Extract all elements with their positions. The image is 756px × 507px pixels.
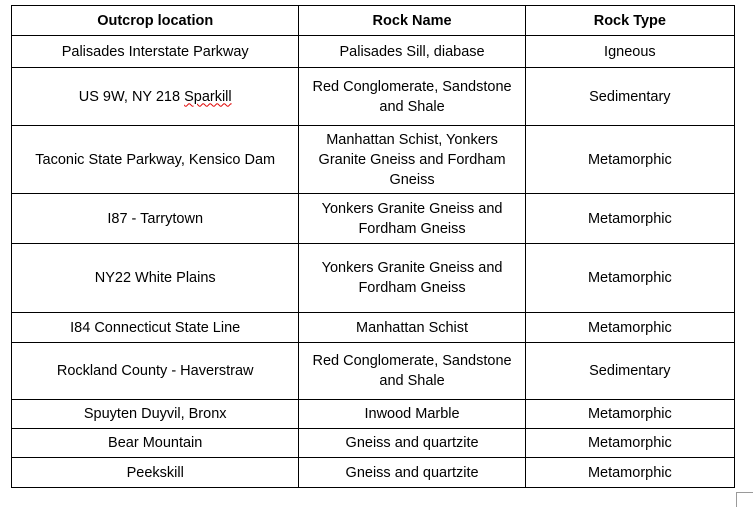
clipped-heading-fragment: [160, 0, 756, 3]
location-text: US 9W, NY 218 Sparkill: [78, 88, 232, 105]
cell-rock-type: Metamorphic: [525, 126, 734, 194]
cell-rock-type: Metamorphic: [525, 400, 734, 429]
cell-rock-name: Red Conglomerate, Sandstone and Shale: [299, 343, 525, 400]
cell-rock-type: Sedimentary: [525, 343, 734, 400]
cell-rock-type: Igneous: [525, 36, 734, 68]
table-header-row: [12, 6, 735, 36]
cell-rock-name: Inwood Marble: [299, 400, 525, 429]
cell-rock-type: Sedimentary: [525, 68, 734, 126]
cell-location: NY22 White Plains: [12, 244, 299, 313]
spellcheck-flagged-word: Sparkill: [184, 88, 232, 105]
table-row: [12, 244, 735, 313]
cell-rock-name: Red Conglomerate, Sandstone and Shale: [299, 68, 525, 126]
cell-rock-type: Metamorphic: [525, 429, 734, 458]
cell-location: I87 - Tarrytown: [12, 194, 299, 244]
table-row: [12, 458, 735, 488]
cell-location: Taconic State Parkway, Kensico Dam: [12, 126, 299, 194]
table-row: [12, 313, 735, 343]
cell-location: Peekskill: [12, 458, 299, 488]
cell-rock-name: Yonkers Granite Gneiss and Fordham Gneiss: [299, 194, 525, 244]
cell-rock-name: Manhattan Schist: [299, 313, 525, 343]
header-rock-name: Rock Name: [299, 6, 525, 36]
table-row: [12, 429, 735, 458]
rock-outcrop-table: [11, 5, 735, 488]
cell-location: Spuyten Duyvil, Bronx: [12, 400, 299, 429]
cell-location: Rockland County - Haverstraw: [12, 343, 299, 400]
table-row: [12, 343, 735, 400]
cell-location: Bear Mountain: [12, 429, 299, 458]
cell-rock-name: Yonkers Granite Gneiss and Fordham Gneiss: [299, 244, 525, 313]
cell-rock-type: Metamorphic: [525, 244, 734, 313]
header-rock-type: Rock Type: [525, 6, 734, 36]
cell-rock-name: Gneiss and quartzite: [299, 429, 525, 458]
cell-rock-name: Palisades Sill, diabase: [299, 36, 525, 68]
table-row: [12, 126, 735, 194]
cell-location: [12, 68, 299, 126]
table-row: [12, 36, 735, 68]
cell-rock-type: Metamorphic: [525, 194, 734, 244]
cell-rock-type: Metamorphic: [525, 313, 734, 343]
cell-rock-type: Metamorphic: [525, 458, 734, 488]
table-row: [12, 194, 735, 244]
table-row: [12, 68, 735, 126]
paragraph-corner-mark: [736, 492, 753, 507]
header-outcrop-location: Outcrop location: [12, 6, 299, 36]
cell-location: I84 Connecticut State Line: [12, 313, 299, 343]
cell-location: Palisades Interstate Parkway: [12, 36, 299, 68]
cell-rock-name: Gneiss and quartzite: [299, 458, 525, 488]
table-row: [12, 400, 735, 429]
cell-rock-name: Manhattan Schist, Yonkers Granite Gneiss and Fordham Gneiss: [299, 126, 525, 194]
